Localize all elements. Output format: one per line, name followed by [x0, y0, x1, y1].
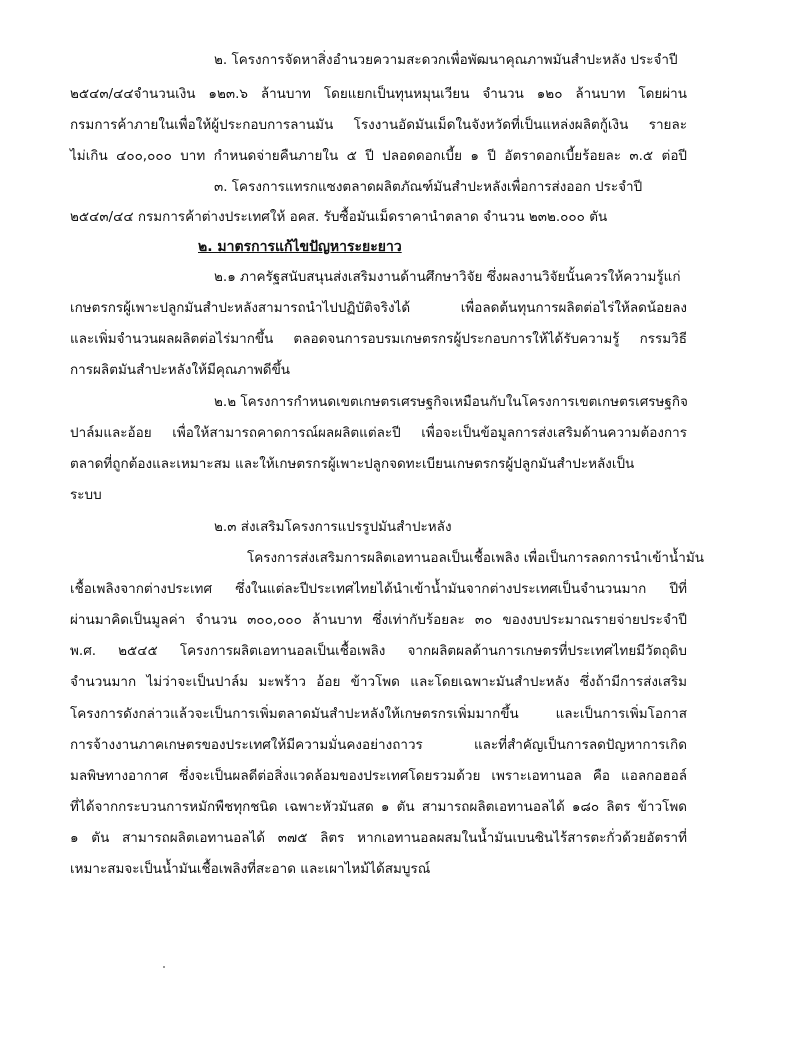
text-line: กรมการค้าภายในเพื่อให้ผู้ประกอบการลานมัน โรงงานอัดมันเม็ดในจังหวัดที่เป็นแหล่งผลิตกู้เงิน รายละ	[70, 117, 687, 133]
text-line: โครงการดังกล่าวแล้วจะเป็นการเพิ่มตลาดมันสำปะหลังให้เกษตรกรเพิ่มมากขึ้น และเป็นการเพิ่มโอกาส	[70, 706, 687, 722]
text-line: ๓. โครงการแทรกแซงตลาดผลิตภัณฑ์มันสำปะหลังเพื่อการส่งออก ประจำปี	[214, 179, 643, 195]
text-line: เกษตรกรผู้เพาะปลูกมันสำปะหลังสามารถนำไปปฏิบัติจริงได้ เพื่อลดต้นทุนการผลิตต่อไร่ให้ลดน้อยลง	[70, 300, 687, 316]
text-line: ๒. โครงการจัดหาสิ่งอำนวยความสะดวกเพื่อพัฒนาคุณภาพมันสำปะหลัง ประจำปี	[214, 52, 678, 68]
text-line: โครงการส่งเสริมการผลิตเอทานอลเป็นเชื้อเพลิง เพื่อเป็นการลดการนำเข้าน้ำมัน	[247, 550, 704, 566]
text-line: ไม่เกิน ๔๐๐,๐๐๐ บาท กำหนดจ่ายคืนภายใน ๕ ปี ปลอดดอกเบี้ย ๑ ปี อัตราดอกเบี้ยร้อยละ ๓.๕ ต่อปี	[70, 148, 687, 164]
text-line: ๒.๒ โครงการกำหนดเขตเกษตรเศรษฐกิจเหมือนกับในโครงการเขตเกษตรเศรษฐกิจ	[214, 394, 688, 410]
text-line: ๒.๑ ภาครัฐสนับสนุนส่งเสริมงานด้านศึกษาวิจัย ซึ่งผลงานวิจัยนั้นควรให้ความรู้แก่	[214, 269, 681, 285]
text-line: จำนวนมาก ไม่ว่าจะเป็นปาล์ม มะพร้าว อ้อย ข้าวโพด และโดยเฉพาะมันสำปะหลัง ซึ่งถ้ามีการส่งเสริม	[70, 674, 687, 690]
scan-speck	[163, 966, 165, 968]
text-line: ๒๕๔๓/๔๔ กรมการค้าต่างประเทศให้ อคส. รับซื้อมันเม็ดราคานำตลาด จำนวน ๒๓๒.๐๐๐ ตัน	[70, 209, 608, 225]
text-line: ๑ ตัน สามารถผลิตเอทานอลได้ ๓๗๕ ลิตร หากเอทานอลผสมในน้ำมันเบนซินไร้สารตะกั่วด้วยอัตราที่	[70, 830, 687, 846]
text-line: มลพิษทางอากาศ ซึ่งจะเป็นผลดีต่อสิ่งแวดล้อมของประเทศโดยรวมด้วย เพราะเอทานอล คือ แอลกอฮอล์	[70, 768, 687, 784]
text-line: การจ้างงานภาคเกษตรของประเทศให้มีความมั่นคงอย่างถาวร และที่สำคัญเป็นการลดปัญหาการเกิด	[70, 737, 687, 753]
text-line: เชื้อเพลิงจากต่างประเทศ ซึ่งในแต่ละปีประเทศไทยได้นำเข้าน้ำมันจากต่างประเทศเป็นจำนวนมาก ปีที่	[70, 581, 687, 597]
text-line: ตลาดที่ถูกต้องและเหมาะสม และให้เกษตรกรผู้เพาะปลูกจดทะเบียนเกษตรกรผู้ปลูกมันสำปะหลังเป็น	[70, 456, 635, 472]
text-line: ๒๕๔๓/๔๔จำนวนเงิน ๑๒๓.๖ ล้านบาท โดยแยกเป็นทุนหมุนเวียน จำนวน ๑๒๐ ล้านบาท โดยผ่าน	[70, 86, 687, 102]
text-line: ปาล์มและอ้อย เพื่อให้สามารถคาดการณ์ผลผลิตแต่ละปี เพื่อจะเป็นข้อมูลการส่งเสริมด้านความต้องการ	[70, 425, 687, 441]
text-line: และเพิ่มจำนวนผลผลิตต่อไร่มากขึ้น ตลอดจนการอบรมเกษตรกรผู้ประกอบการให้ได้รับความรู้ กรรมวิธี	[70, 331, 687, 347]
text-line: ที่ได้จากกระบวนการหมักพืชทุกชนิด เฉพาะหัวมันสด ๑ ตัน สามารถผลิตเอทานอลได้ ๑๘๐ ลิตร ข้าวโพด	[70, 799, 687, 815]
subsection-heading: ๒.๓ ส่งเสริมโครงการแปรรูปมันสำปะหลัง	[214, 519, 452, 535]
text-line: เหมาะสมจะเป็นน้ำมันเชื้อเพลิงที่สะอาด และเผาไหม้ได้สมบูรณ์	[70, 861, 431, 877]
text-line: การผลิตมันสำปะหลังให้มีคุณภาพดีขึ้น	[70, 362, 291, 378]
text-line: พ.ศ. ๒๕๔๕ โครงการผลิตเอทานอลเป็นเชื้อเพลิง จากผลิตผลด้านการเกษตรที่ประเทศไทยมีวัตถุดิบ	[70, 643, 687, 659]
section-heading: ๒. มาตรการแก้ไขปัญหาระยะยาว	[198, 239, 402, 255]
text-line: ผ่านมาคิดเป็นมูลค่า จำนวน ๓๐๐,๐๐๐ ล้านบาท ซึ่งเท่ากับร้อยละ ๓๐ ของงบประมาณรายจ่ายประจำปี	[70, 612, 687, 628]
text-line: ระบบ	[70, 487, 102, 503]
